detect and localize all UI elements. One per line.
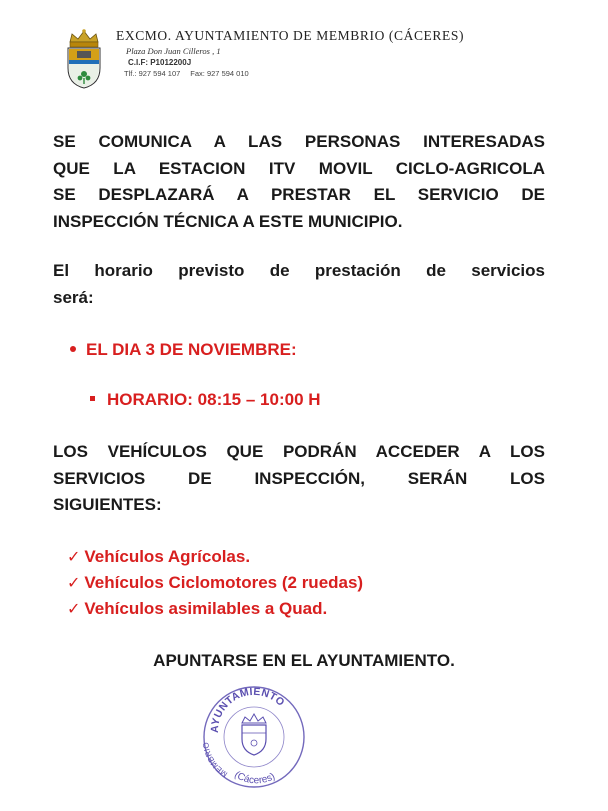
checkmark-icon: ✓ <box>67 547 81 566</box>
address: Plaza Don Juan Cilleros , 1 <box>126 46 221 56</box>
announcement-paragraph <box>53 129 545 235</box>
vehicle-label: Vehículos asimilables a Quad. <box>84 599 328 618</box>
letterhead <box>62 26 582 96</box>
vehicles-intro-line: SERVICIOS DE INSPECCIÓN, SERÁN LOS <box>53 468 545 488</box>
closing-instruction: APUNTARSE EN EL AYUNTAMIENTO. <box>153 651 455 670</box>
coat-of-arms-icon <box>62 28 106 90</box>
stamp-text-top: AYUNTAMIENTO <box>208 685 287 734</box>
date-text: EL DIA 3 DE NOVIEMBRE: <box>86 340 297 359</box>
bullet-dot-icon <box>70 346 76 352</box>
cif: C.I.F: P1012200J <box>128 58 192 67</box>
official-stamp-icon <box>198 681 308 791</box>
schedule-intro-line: El horario previsto de prestación de servicios <box>53 261 545 280</box>
schedule-intro-line: será: <box>53 287 94 307</box>
list-item <box>67 570 363 596</box>
org-name: EXCMO. AYUNTAMIENTO DE MEMBRIO (CÁCERES) <box>116 28 465 43</box>
list-item <box>67 596 363 622</box>
stamp-text-bottom: (Cáceres) <box>232 769 278 787</box>
announcement-line: QUE LA ESTACION ITV MOVIL CICLO-AGRICOLA <box>53 158 545 178</box>
checkmark-icon: ✓ <box>67 599 81 618</box>
announcement-line: INSPECCIÓN TÉCNICA A ESTE MUNICIPIO. <box>53 211 403 231</box>
phone: Tlf.: 927 594 107 <box>124 69 181 78</box>
svg-text:MEMBRIO <box>201 742 229 779</box>
vehicle-label: Vehículos Ciclomotores (2 ruedas) <box>84 573 364 592</box>
schedule-intro-paragraph <box>53 258 545 311</box>
vehicles-intro-paragraph <box>53 439 545 519</box>
schedule-list-item <box>90 390 321 410</box>
vehicles-intro-line: LOS VEHÍCULOS QUE PODRÁN ACCEDER A LOS <box>53 442 545 461</box>
stamp-text-left: MEMBRIO <box>201 741 230 779</box>
date-list-item <box>70 340 297 360</box>
announcement-line: SE DESPLAZARÁ A PRESTAR EL SERVICIO DE <box>53 185 545 204</box>
schedule-text: HORARIO: 08:15 – 10:00 H <box>107 390 321 409</box>
vehicle-list <box>67 544 363 622</box>
list-item <box>67 544 363 570</box>
bullet-square-icon <box>90 396 95 401</box>
svg-text:AYUNTAMIENTO <box>209 686 287 733</box>
fax: Fax: 927 594 010 <box>190 69 249 78</box>
announcement-line: SE COMUNICA A LAS PERSONAS INTERESADAS <box>53 132 545 151</box>
vehicles-intro-line: SIGUIENTES: <box>53 495 162 514</box>
svg-text:(Cáceres) <box>232 769 277 786</box>
contact-numbers <box>124 69 249 78</box>
vehicle-label: Vehículos Agrícolas. <box>84 547 251 566</box>
checkmark-icon: ✓ <box>67 573 81 592</box>
